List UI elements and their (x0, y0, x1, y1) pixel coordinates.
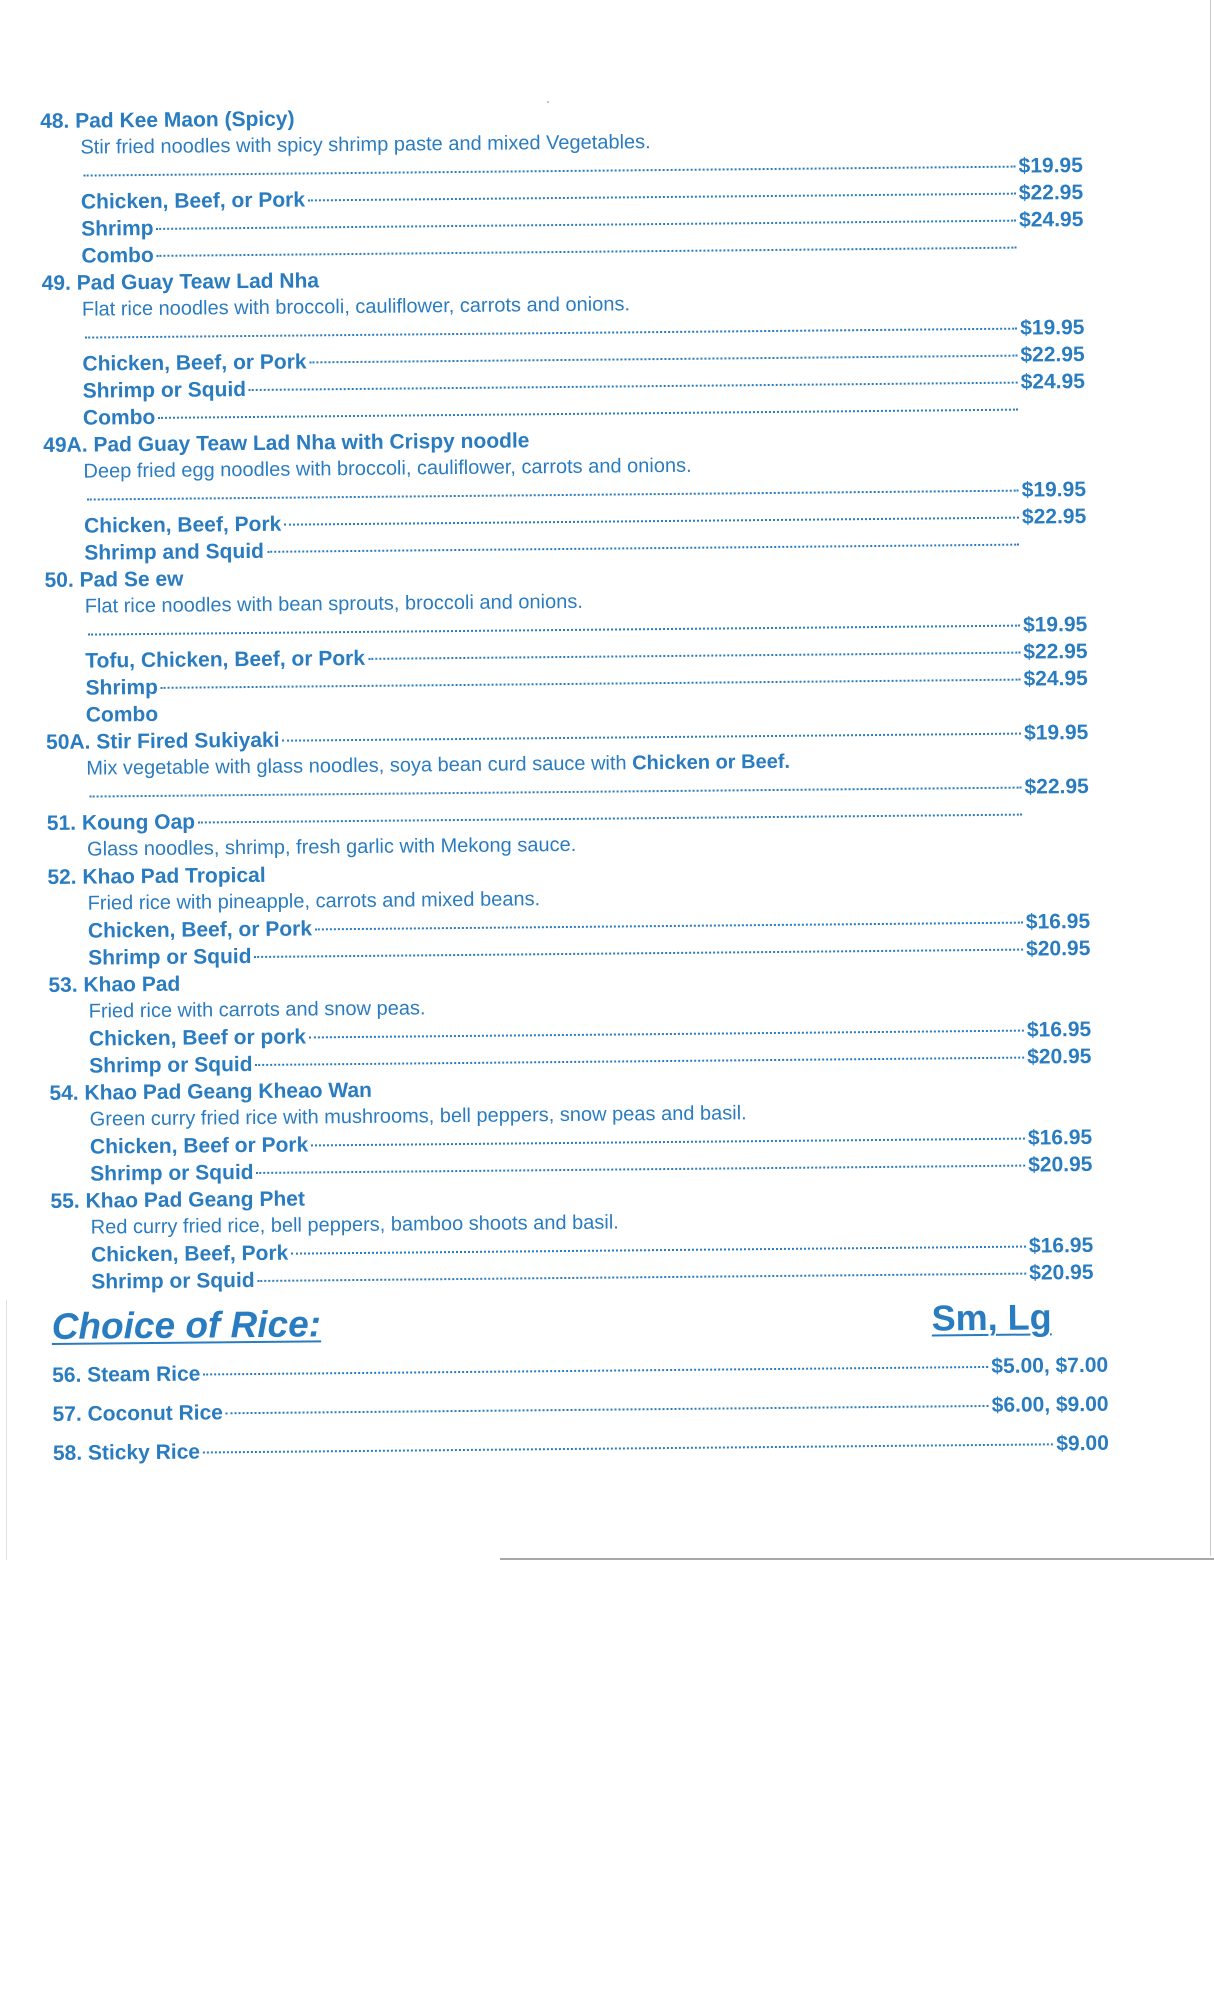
menu-body (40, 98, 1113, 1467)
menu-item (50, 1178, 1111, 1296)
price-row-label: Combo (81, 243, 154, 268)
menu-item (46, 719, 1107, 810)
dot-leader (161, 679, 1021, 689)
dot-leader (87, 490, 1019, 501)
price-row-price: $20.95 (1027, 1044, 1092, 1069)
menu-item-title: 53. Khao Pad (48, 972, 181, 997)
price-row-price: $19.95 (1018, 153, 1083, 178)
description-text: Green curry fried rice with mushrooms, bell peppers, snow peas and basil. (89, 1102, 747, 1131)
price-row-label: Shrimp or Squid (82, 378, 247, 403)
rice-section-header (51, 1294, 1111, 1350)
rice-item-label: 58. Sticky Rice (52, 1440, 201, 1465)
price-row-label: Chicken, Beef or pork (88, 1025, 307, 1051)
rice-section-heading: Choice of Rice: (51, 1303, 322, 1347)
noodle-items-list (40, 98, 1111, 1296)
dot-leader (90, 787, 1022, 798)
menu-item (40, 98, 1102, 270)
dot-leader (267, 544, 1019, 553)
description-text: Red curry fried rice, bell peppers, bamboo shoots and basil. (90, 1211, 619, 1239)
rice-item-row (52, 1391, 1112, 1428)
price-row-label: Shrimp or Squid (90, 1160, 254, 1186)
dot-leader (256, 1057, 1025, 1066)
scan-edge-bottom (500, 1558, 1214, 1560)
dot-leader (291, 1246, 1026, 1255)
price-row-price: $22.95 (1020, 342, 1085, 367)
scan-edge-left (6, 1300, 7, 1560)
price-row-price: $20.95 (1029, 1260, 1094, 1285)
price-row-price: $22.95 (1024, 774, 1089, 799)
menu-item (47, 854, 1108, 972)
price-row-price-empty (1022, 550, 1104, 551)
dot-leader (254, 949, 1023, 958)
menu-item (42, 260, 1104, 432)
dot-leader (308, 193, 1016, 202)
description-protein: Chicken or Beef. (632, 750, 791, 775)
rice-item-row (53, 1430, 1113, 1467)
description-text: Deep fried egg noodles with broccoli, cauliflower, carrots and onions. (83, 454, 692, 483)
menu-item-price: $19.95 (1023, 720, 1089, 745)
menu-item-title: 51. Koung Oap (46, 810, 196, 835)
rice-item-price: $9.00 (1056, 1431, 1109, 1456)
dot-leader (257, 1165, 1026, 1174)
price-row-price: $16.95 (1027, 1125, 1093, 1150)
rice-item-row (52, 1352, 1112, 1389)
menu-item (44, 557, 1106, 729)
menu-item-title: 52. Khao Pad Tropical (47, 863, 266, 889)
menu-item (49, 1070, 1110, 1188)
price-row-price: $16.95 (1028, 1233, 1094, 1258)
price-row-label: Chicken, Beef or Pork (89, 1133, 309, 1159)
dot-leader (283, 733, 1022, 742)
price-row-label: Shrimp or Squid (89, 1053, 253, 1078)
price-row-label: Shrimp and Squid (84, 539, 265, 565)
description-text: Flat rice noodles with bean sprouts, broccoli and onions. (84, 590, 583, 618)
price-row-price: $19.95 (1022, 612, 1088, 637)
menu-item-title: 49. Pad Guay Teaw Lad Nha (41, 269, 320, 295)
price-row-label: Shrimp (85, 675, 159, 700)
price-row-price: $22.95 (1021, 504, 1087, 529)
dot-leader (315, 922, 1023, 931)
price-row-label: Chicken, Beef, or Pork (87, 917, 313, 943)
price-row-price: $19.95 (1021, 477, 1087, 502)
price-row-label: Shrimp or Squid (91, 1268, 255, 1294)
dot-leader (311, 1138, 1025, 1147)
scan-edge-right (1210, 0, 1211, 1556)
price-row-price: $19.95 (1020, 315, 1085, 340)
rice-item-price: $5.00, $7.00 (991, 1353, 1109, 1378)
price-row-label: Combo (82, 405, 156, 430)
price-row-label: Chicken, Beef, or Pork (82, 350, 307, 376)
dot-leader (88, 625, 1020, 636)
dot-leader (203, 1366, 988, 1376)
dot-leader (368, 652, 1020, 660)
price-row-label: Shrimp (81, 216, 154, 241)
dot-leader (258, 1273, 1027, 1282)
dot-leader (158, 409, 1018, 419)
dot-leader (309, 1030, 1024, 1039)
description-text: Flat rice noodles with broccoli, cauliflower, carrots and onions. (81, 293, 631, 321)
rice-size-heading: Sm, Lg (931, 1296, 1052, 1339)
price-row-price: $16.95 (1025, 909, 1091, 934)
price-row-price: $20.95 (1026, 936, 1091, 961)
price-row-price: $24.95 (1019, 207, 1084, 232)
menu-item-title: 54. Khao Pad Geang Kheao Wan (49, 1078, 373, 1105)
description-text: Fried rice with carrots and snow peas. (88, 997, 426, 1023)
description-text: Stir fried noodles with spicy shrimp paste and mixed Vegetables. (80, 131, 651, 159)
dot-leader (226, 1405, 989, 1414)
price-row-price: $24.95 (1023, 666, 1088, 691)
price-row-price: $24.95 (1020, 369, 1086, 394)
menu-item-title: 50A. Stir Fired Sukiyaki (45, 728, 280, 754)
dot-leader (156, 220, 1016, 230)
description-text: Mix vegetable with glass noodles, soya bean curd sauce with (86, 752, 633, 780)
price-row-price-empty (1019, 253, 1101, 254)
menu-item-title: 55. Khao Pad Geang Phet (50, 1187, 306, 1213)
price-row-label: Combo (85, 702, 159, 727)
dot-leader (85, 328, 1017, 339)
dot-leader (203, 1443, 1053, 1453)
price-row-price: $22.95 (1023, 639, 1088, 664)
price-row-label: Chicken, Beef, or Pork (80, 188, 306, 214)
description-text: Glass noodles, shrimp, fresh garlic with Mekong sauce. (87, 833, 577, 861)
dot-leader (249, 382, 1018, 391)
menu-item-title: 48. Pad Kee Maon (Spicy) (40, 107, 295, 133)
price-row-price: $20.95 (1028, 1152, 1093, 1177)
dot-leader (310, 355, 1018, 364)
rice-items-list (52, 1352, 1113, 1467)
price-row-price: $22.95 (1018, 180, 1084, 205)
price-row-label: Chicken, Beef, Pork (83, 512, 282, 538)
price-row-label: Tofu, Chicken, Beef, or Pork (85, 646, 366, 673)
price-row-label: Chicken, Beef, Pork (90, 1241, 289, 1267)
price-row-price: $16.95 (1026, 1017, 1092, 1042)
price-row-price-empty (1021, 415, 1103, 416)
menu-item-title: 50. Pad Se ew (44, 567, 184, 592)
description-text: Fried rice with pineapple, carrots and mixed beans. (87, 888, 541, 915)
price-row-label: Shrimp or Squid (88, 945, 252, 970)
menu-item (48, 962, 1109, 1080)
menu-item-price-empty (1025, 820, 1107, 821)
dot-leader (157, 247, 1017, 257)
dot-leader (284, 517, 1019, 526)
dot-leader (84, 166, 1016, 177)
menu-item (43, 422, 1104, 567)
rice-item-label: 56. Steam Rice (52, 1362, 201, 1387)
menu-item-title: 49A. Pad Guay Teaw Lad Nha with Crispy noodle (43, 429, 530, 457)
dot-leader (198, 814, 1022, 824)
rice-item-label: 57. Coconut Rice (52, 1401, 224, 1426)
rice-item-price: $6.00, $9.00 (991, 1392, 1109, 1417)
